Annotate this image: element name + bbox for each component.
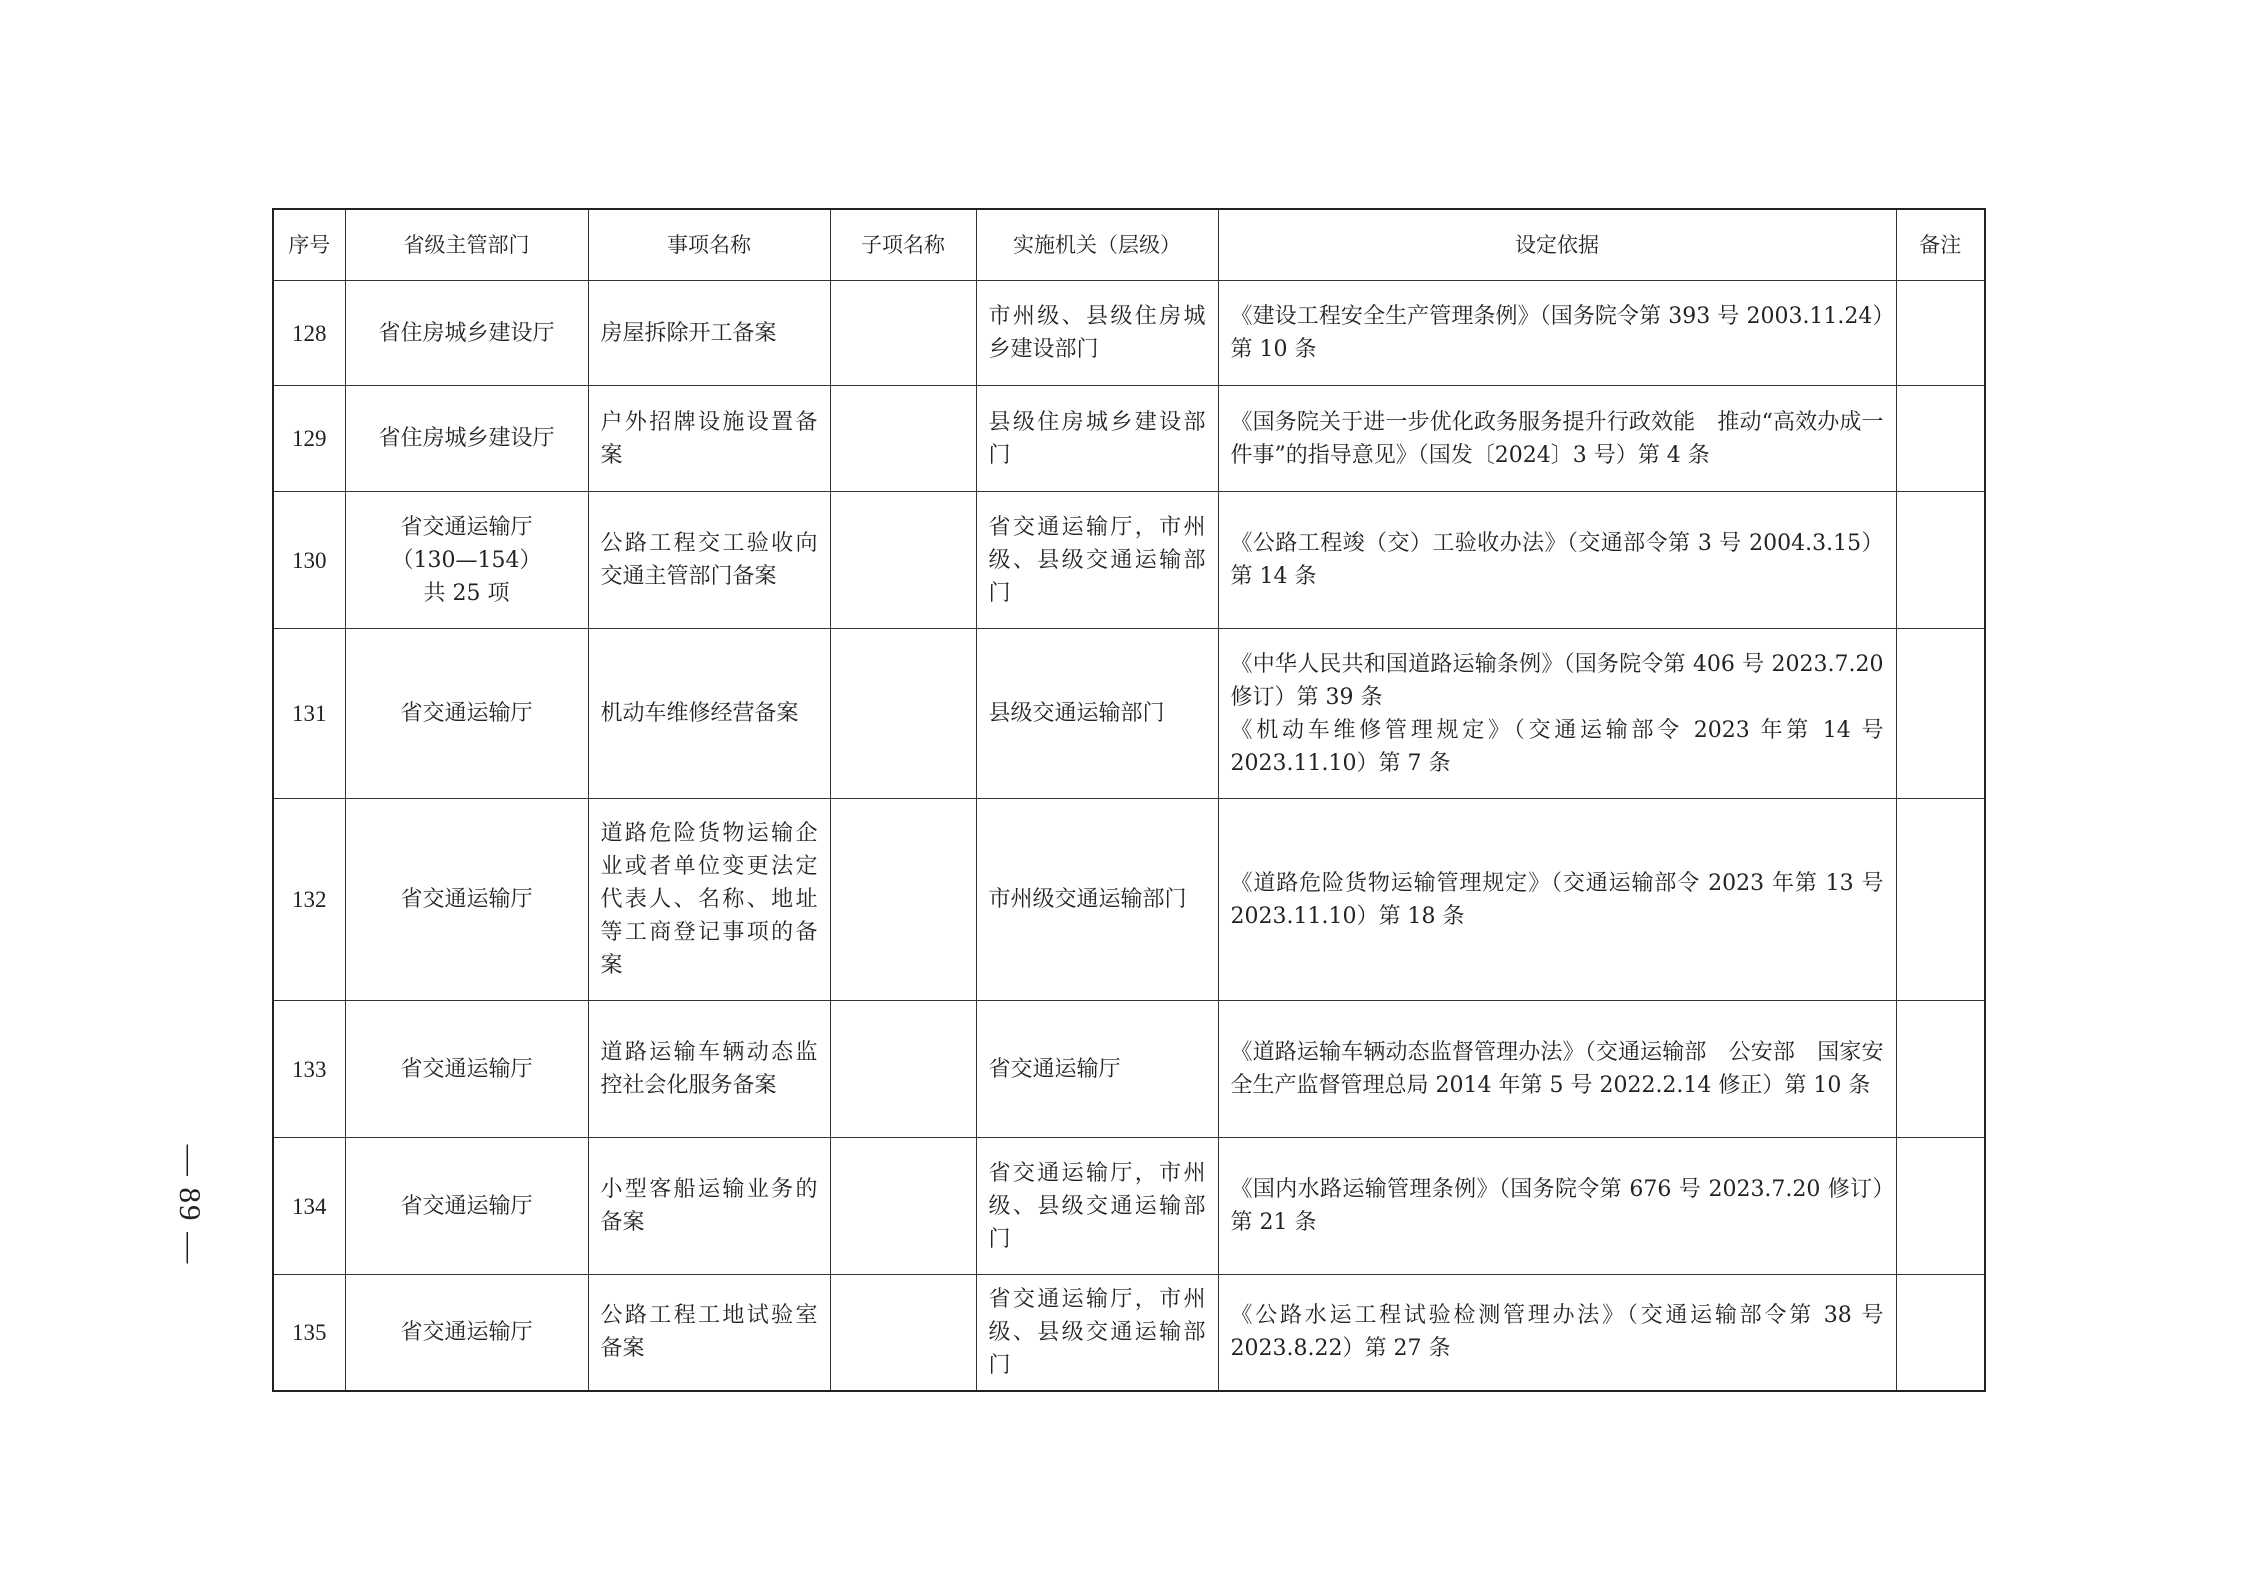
row-department <box>345 492 588 629</box>
department-line: 省住房城乡建设厅 <box>378 320 555 346</box>
department-range-line: （130—154） <box>391 547 542 573</box>
legal-basis-line: 《中华人民共和国道路运输条例》（国务院令第 406 号 2023.7.20 修订）第 39 条 <box>1230 651 1884 710</box>
row-subitem-name <box>830 281 976 386</box>
table-row <box>273 629 1985 799</box>
table-row <box>273 1138 1985 1275</box>
row-implementing-agency: 县级交通运输部门 <box>976 629 1218 799</box>
department-line: 省交通运输厅 <box>400 514 533 540</box>
department-line: 省交通运输厅 <box>400 1056 533 1082</box>
row-serial-no: 131 <box>273 629 345 799</box>
row-remarks <box>1896 799 1985 1001</box>
row-legal-basis <box>1218 1001 1896 1138</box>
table-row <box>273 386 1985 492</box>
row-serial-no: 130 <box>273 492 345 629</box>
legal-basis-line: 《道路运输车辆动态监督管理办法》（交通运输部 公安部 国家安全生产监督管理总局 2014 年第 5 号 2022.2.14 修正）第 10 条 <box>1230 1040 1884 1098</box>
department-line: 省交通运输厅 <box>400 887 533 912</box>
department-line: 省交通运输厅 <box>400 1319 533 1345</box>
legal-basis-line: 《道路危险货物运输管理规定》（交通运输部令 2023 年第 13 号 2023.11.10）第 18 条 <box>1230 870 1884 929</box>
table-row <box>273 492 1985 629</box>
row-implementing-agency: 县级住房城乡建设部门 <box>976 386 1218 492</box>
page-number: — 89 — <box>173 1144 208 1266</box>
row-department <box>345 1001 588 1138</box>
row-legal-basis <box>1218 629 1896 799</box>
row-department <box>345 629 588 799</box>
header-implementing-agency: 实施机关（层级） <box>976 209 1218 281</box>
row-implementing-agency: 市州级交通运输部门 <box>976 799 1218 1001</box>
row-department <box>345 1138 588 1275</box>
department-line: 省交通运输厅 <box>400 1193 533 1219</box>
row-remarks <box>1896 492 1985 629</box>
row-item-name: 公路工程交工验收向交通主管部门备案 <box>588 492 830 629</box>
row-subitem-name <box>830 492 976 629</box>
row-subitem-name <box>830 799 976 1001</box>
row-serial-no: 128 <box>273 281 345 386</box>
table-header-row <box>273 209 1985 281</box>
filing-items-table <box>272 208 1986 1392</box>
row-serial-no: 134 <box>273 1138 345 1275</box>
row-legal-basis <box>1218 281 1896 386</box>
table-row <box>273 799 1985 1001</box>
row-serial-no: 133 <box>273 1001 345 1138</box>
row-department <box>345 386 588 492</box>
table-row <box>273 1275 1985 1391</box>
row-item-name: 小型客船运输业务的备案 <box>588 1138 830 1275</box>
row-subitem-name <box>830 1138 976 1275</box>
legal-basis-line: 《公路工程竣（交）工验收办法》（交通部令第 3 号 2004.3.15）第 14 条 <box>1230 531 1884 589</box>
row-legal-basis <box>1218 386 1896 492</box>
row-item-name: 道路危险货物运输企业或者单位变更法定代表人、名称、地址等工商登记事项的备案 <box>588 799 830 1001</box>
department-line: 省交通运输厅 <box>400 701 533 726</box>
row-remarks <box>1896 1138 1985 1275</box>
row-serial-no: 135 <box>273 1275 345 1391</box>
row-department <box>345 1275 588 1391</box>
row-implementing-agency: 市州级、县级住房城乡建设部门 <box>976 281 1218 386</box>
table-row <box>273 281 1985 386</box>
row-item-name: 户外招牌设施设置备案 <box>588 386 830 492</box>
header-subitem-name: 子项名称 <box>830 209 976 281</box>
row-legal-basis <box>1218 1138 1896 1275</box>
row-subitem-name <box>830 629 976 799</box>
row-legal-basis <box>1218 799 1896 1001</box>
row-subitem-name <box>830 386 976 492</box>
department-count-line: 共 25 项 <box>423 580 510 606</box>
row-legal-basis <box>1218 492 1896 629</box>
row-remarks <box>1896 386 1985 492</box>
row-item-name: 房屋拆除开工备案 <box>588 281 830 386</box>
row-item-name: 公路工程工地试验室备案 <box>588 1275 830 1391</box>
legal-basis-line: 《建设工程安全生产管理条例》（国务院令第 393 号 2003.11.24）第 10 条 <box>1230 304 1884 362</box>
row-department <box>345 799 588 1001</box>
row-legal-basis <box>1218 1275 1896 1391</box>
legal-basis-line: 《机动车维修管理规定》（交通运输部令 2023 年第 14 号 2023.11.10）第 7 条 <box>1230 717 1884 776</box>
row-remarks <box>1896 1275 1985 1391</box>
row-remarks <box>1896 629 1985 799</box>
legal-basis-line: 《国内水路运输管理条例》（国务院令第 676 号 2023.7.20 修订）第 21 条 <box>1230 1177 1884 1235</box>
row-serial-no: 129 <box>273 386 345 492</box>
row-item-name: 道路运输车辆动态监控社会化服务备案 <box>588 1001 830 1138</box>
row-remarks <box>1896 281 1985 386</box>
row-implementing-agency: 省交通运输厅，市州级、县级交通运输部门 <box>976 1275 1218 1391</box>
legal-basis-line: 《国务院关于进一步优化政务服务提升行政效能 推动“高效办成一件事”的指导意见》（国发〔2024〕3 号）第 4 条 <box>1230 409 1884 468</box>
row-implementing-agency: 省交通运输厅，市州级、县级交通运输部门 <box>976 492 1218 629</box>
table-row <box>273 1001 1985 1138</box>
row-serial-no: 132 <box>273 799 345 1001</box>
row-implementing-agency: 省交通运输厅，市州级、县级交通运输部门 <box>976 1138 1218 1275</box>
row-department <box>345 281 588 386</box>
header-remarks: 备注 <box>1896 209 1985 281</box>
row-subitem-name <box>830 1001 976 1138</box>
header-legal-basis: 设定依据 <box>1218 209 1896 281</box>
row-implementing-agency: 省交通运输厅 <box>976 1001 1218 1138</box>
row-subitem-name <box>830 1275 976 1391</box>
row-item-name: 机动车维修经营备案 <box>588 629 830 799</box>
department-line: 省住房城乡建设厅 <box>378 426 555 451</box>
header-item-name: 事项名称 <box>588 209 830 281</box>
header-serial-no: 序号 <box>273 209 345 281</box>
header-department: 省级主管部门 <box>345 209 588 281</box>
legal-basis-line: 《公路水运工程试验检测管理办法》（交通运输部令第 38 号 2023.8.22）第 27 条 <box>1230 1303 1884 1362</box>
row-remarks <box>1896 1001 1985 1138</box>
